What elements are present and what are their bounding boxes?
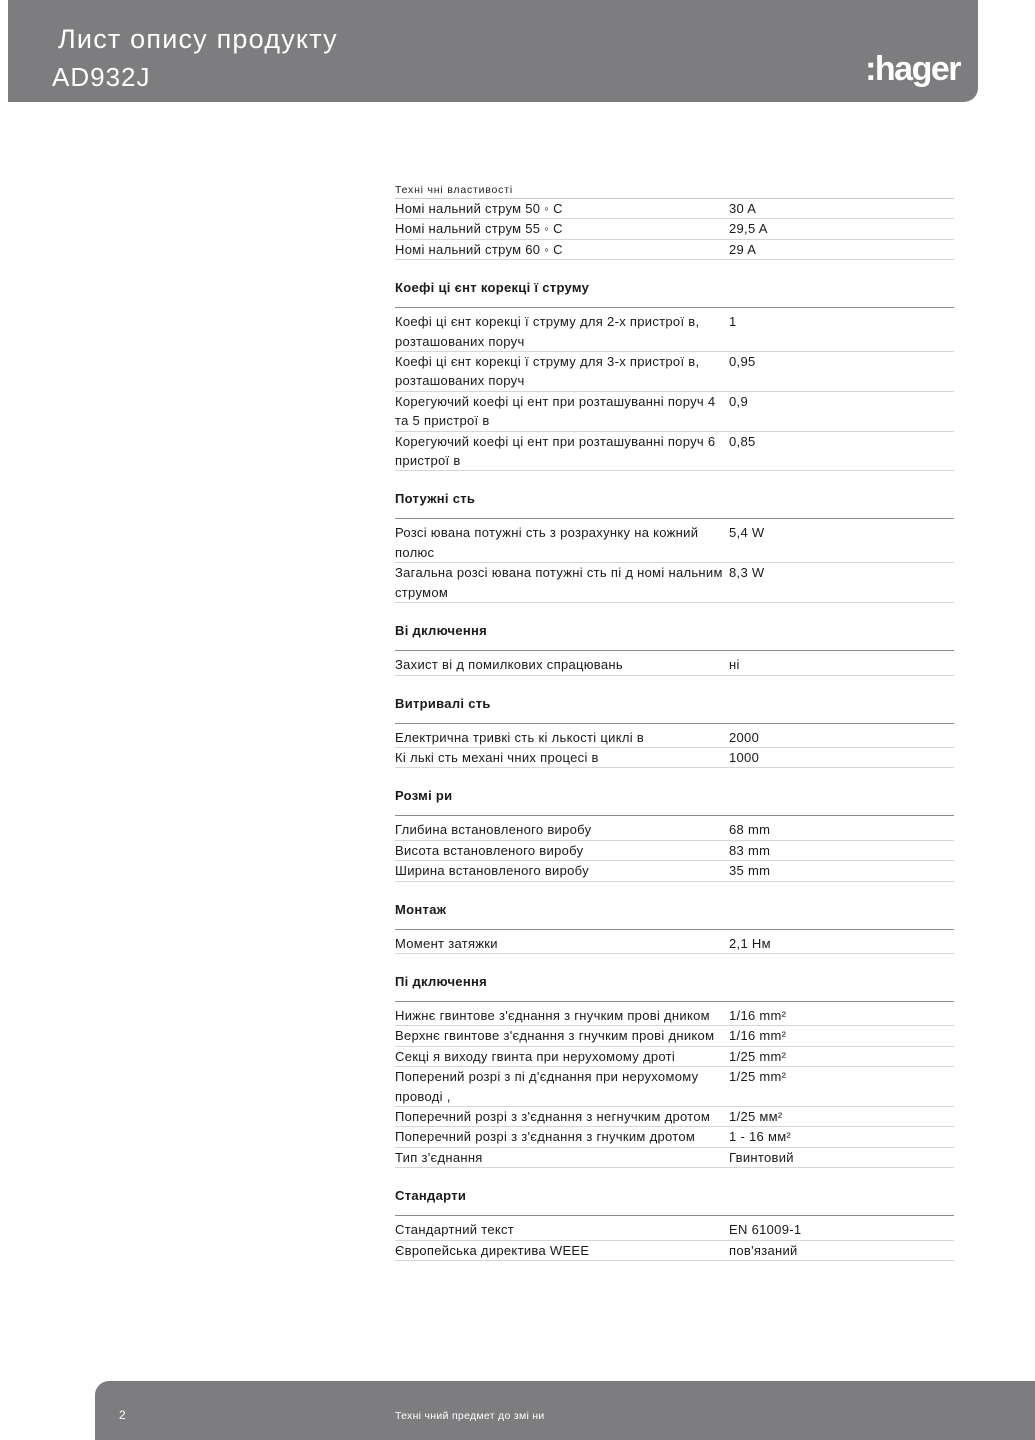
- spec-row: [395, 1067, 954, 1107]
- section-title: Витривалі сть: [395, 694, 954, 724]
- spec-row: [395, 1006, 954, 1026]
- page-header: [8, 0, 978, 102]
- spec-label: Поперечний розрі з з'єднання з негнучким дротом: [395, 1108, 711, 1124]
- spec-value: 1/25 мм²: [729, 1108, 783, 1124]
- spec-value: 83 mm: [729, 842, 771, 858]
- spec-row: [395, 352, 954, 392]
- spec-row: [395, 563, 954, 603]
- section-rows: [395, 655, 954, 675]
- spec-label: Момент затяжки: [395, 935, 498, 951]
- spec-value: 1/16 mm²: [729, 1028, 787, 1044]
- hager-logo: :hager: [865, 50, 960, 88]
- spec-row: [395, 841, 954, 861]
- spec-value: 68 mm: [729, 822, 771, 838]
- spec-value: ні: [729, 657, 740, 673]
- spec-row: [395, 240, 954, 260]
- spec-label: Розсі ювана потужні сть з розрахунку на кожний полюс: [395, 525, 699, 560]
- spec-label: Номі нальний струм 50 ◦ С: [395, 201, 563, 216]
- spec-value: Гвинтовий: [729, 1149, 794, 1165]
- spec-row: [395, 199, 954, 219]
- spec-label: Номі нальний струм 60 ◦ С: [395, 241, 563, 257]
- spec-label: Корегуючий коефі ці ент при розташуванні поруч 4 та 5 пристрої в: [395, 393, 716, 429]
- spec-row: [395, 219, 954, 239]
- spec-row: [395, 1220, 954, 1240]
- section-title: Монтаж: [395, 900, 954, 930]
- section-rows: [395, 934, 954, 954]
- spec-value: 5,4 W: [729, 525, 765, 541]
- spec-row: [395, 1026, 954, 1046]
- spec-label: Ширина встановленого виробу: [395, 863, 589, 879]
- spec-label: Глибина встановленого виробу: [395, 822, 592, 838]
- spec-label: Висота встановленого виробу: [395, 842, 584, 858]
- specifications: [395, 182, 954, 1261]
- spec-value: 1 - 16 мм²: [729, 1129, 792, 1145]
- spec-row: [395, 728, 954, 748]
- spec-value: 1/16 mm²: [729, 1007, 787, 1023]
- spec-row: [395, 820, 954, 840]
- page-footer: [95, 1381, 1035, 1440]
- spec-row: [395, 432, 954, 472]
- section-title: Розмі ри: [395, 786, 954, 816]
- product-code: AD932J: [52, 62, 151, 92]
- spec-value: 29 A: [729, 241, 757, 257]
- spec-value: пов'язаний: [729, 1242, 798, 1258]
- spec-label: Електрична тривкі сть кі лькості циклі в: [395, 729, 645, 745]
- section-rows: [395, 523, 954, 603]
- document-title: Лист опису продукту: [58, 24, 338, 54]
- spec-value: 8,3 W: [729, 565, 765, 581]
- spec-value: 1/25 mm²: [729, 1069, 787, 1085]
- spec-row: [395, 1241, 954, 1261]
- section-rows: [395, 1006, 954, 1168]
- section-title: Стандарти: [395, 1186, 954, 1216]
- spec-label: Коефі ці єнт корекці ї струму для 3-х пристрої в, розташованих поруч: [395, 354, 700, 389]
- spec-label: Коефі ці єнт корекці ї струму для 2-х пристрої в, розташованих поруч: [395, 314, 700, 349]
- spec-value: EN 61009-1: [729, 1222, 802, 1238]
- spec-label: Європейська директива WEEE: [395, 1242, 590, 1258]
- section-title-technical: Техні чні властивості: [395, 182, 954, 199]
- spec-label: Стандартний текст: [395, 1222, 515, 1238]
- spec-row: [395, 1127, 954, 1147]
- spec-value: 29,5 A: [729, 221, 768, 237]
- spec-label: Поперений розрі з пі д'єднання при нерухомому проводі ,: [395, 1069, 699, 1104]
- section-rows: [395, 312, 954, 471]
- spec-label: Поперечний розрі з з'єднання з гнучким дротом: [395, 1129, 696, 1145]
- spec-value: 0,85: [729, 433, 756, 449]
- spec-row: [395, 1148, 954, 1168]
- section-title: Потужні сть: [395, 489, 954, 519]
- spec-value: 30 A: [729, 201, 757, 216]
- spec-value: 0,9: [729, 393, 748, 409]
- spec-value: 0,95: [729, 354, 756, 370]
- spec-row: [395, 523, 954, 563]
- spec-row: [395, 392, 954, 432]
- spec-value: 1/25 mm²: [729, 1048, 787, 1064]
- spec-sections: [395, 278, 954, 1261]
- spec-label: Тип з'єднання: [395, 1149, 483, 1165]
- spec-label: Верхнє гвинтове з'єднання з гнучким прові дником: [395, 1028, 715, 1044]
- spec-label: Загальна розсі ювана потужні сть пі д номі нальним струмом: [395, 565, 723, 600]
- spec-row: [395, 748, 954, 768]
- spec-row: [395, 934, 954, 954]
- spec-row: [395, 861, 954, 881]
- page-number: 2: [119, 1408, 126, 1422]
- spec-row: [395, 655, 954, 675]
- section-title: Коефі ці єнт корекці ї струму: [395, 278, 954, 308]
- spec-row: [395, 1047, 954, 1067]
- section-title: Ві дключення: [395, 621, 954, 651]
- footer-note: Техні чний предмет до змі ни: [395, 1410, 545, 1422]
- spec-value: 1000: [729, 749, 760, 765]
- section-rows: [395, 1220, 954, 1261]
- spec-row: [395, 1107, 954, 1127]
- spec-label: Кі лькі сть механі чних процесі в: [395, 749, 599, 765]
- spec-row: [395, 312, 954, 352]
- spec-value: 2,1 Нм: [729, 935, 771, 951]
- spec-value: 35 mm: [729, 863, 771, 879]
- spec-value: 2000: [729, 729, 760, 745]
- spec-label: Секці я виходу гвинта при нерухомому дроті: [395, 1048, 676, 1064]
- section-rows: [395, 728, 954, 769]
- spec-label: Корегуючий коефі ці ент при розташуванні поруч 6 пристрої в: [395, 433, 716, 469]
- spec-label: Номі нальний струм 55 ◦ С: [395, 221, 563, 237]
- spec-value: 1: [729, 314, 737, 330]
- section-rows: [395, 820, 954, 881]
- technical-rows: [395, 199, 954, 260]
- section-title: Пі дключення: [395, 972, 954, 1002]
- spec-label: Захист ві д помилкових спрацювань: [395, 657, 623, 673]
- spec-label: Нижнє гвинтове з'єднання з гнучким прові дником: [395, 1007, 710, 1023]
